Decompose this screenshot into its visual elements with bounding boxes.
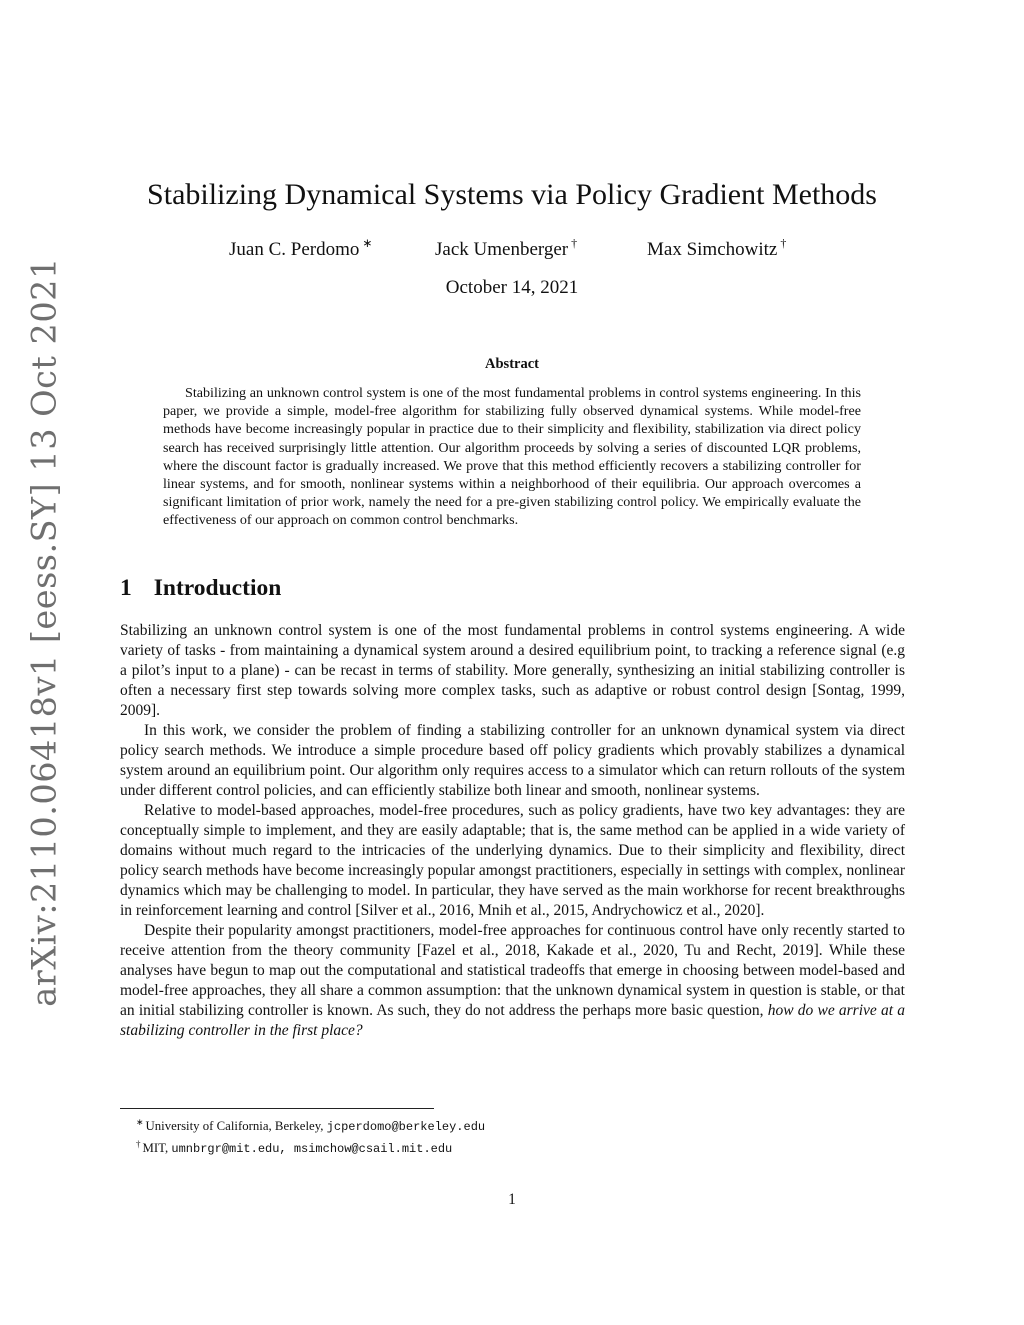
paper-title: Stabilizing Dynamical Systems via Policy Gradient Methods <box>147 178 877 211</box>
footnotes <box>120 1114 485 1158</box>
author-affiliation-mark: ∗ <box>362 236 373 250</box>
section-number: 1 <box>120 575 132 601</box>
paragraph: Stabilizing an unknown control system is one of the most fundamental problems in control systems engineering. A wide variety of tasks - from maintaining a dynamical system around a desired equilibrium point, to tracking a reference signal (e.g a pilot’s input to a plane) - can be recast in terms of stability. More generally, synthesizing an initial stabilizing controller is often a necessary first step towards solving more complex tasks, such as adaptive or robust control design [Sontag, 1999, 2009]. <box>120 622 905 719</box>
footnote-affiliation: MIT, <box>142 1141 172 1155</box>
footnote-mark: † <box>136 1139 141 1149</box>
paragraph <box>120 921 905 1041</box>
author-simchowitz <box>647 236 786 261</box>
section-heading <box>120 575 281 602</box>
author-name: Jack Umenberger <box>435 239 569 260</box>
author-umenberger <box>435 236 577 261</box>
introduction-body <box>120 621 905 1041</box>
paragraph: In this work, we consider the problem of finding a stabilizing controller for an unknown dynamical system via direct policy search methods. We introduce a simple procedure based off policy gradients which provably stabilizes a dynamical system around an equilibrium point. Our algorithm only requires access to a simulator which can return rollouts of the system under different control policies, and can efficiently stabilize both linear and smooth, nonlinear systems. <box>120 722 905 799</box>
abstract-text: Stabilizing an unknown control system is one of the most fundamental problems in control systems engineering. In this paper, we provide a simple, model-free algorithm for stabilizing fully observed dynamical systems. While model-free methods have become increasingly popular in practice due to their simplicity and flexibility, stabilization via direct policy search has received surprisingly little attention. Our algorithm proceeds by solving a series of discounted LQR problems, where the discount factor is gradually increased. We prove that this method efficiently recovers a stabilizing controller for linear systems, and for smooth, nonlinear systems within a neighborhood of their equilibria. Our approach overcomes a significant limitation of prior work, namely the need for a pre-given stabilizing control policy. We empirically evaluate the effectiveness of our approach on common control benchmarks. <box>163 385 861 529</box>
author-name: Max Simchowitz <box>647 239 778 260</box>
footnote-affiliation: University of California, Berkeley, <box>145 1119 327 1133</box>
section-title: Introduction <box>153 575 282 601</box>
footnote <box>120 1114 485 1136</box>
author-name: Juan C. Perdomo <box>229 239 360 260</box>
footnote-rule <box>120 1108 434 1109</box>
page-number: 1 <box>508 1191 516 1208</box>
abstract-heading: Abstract <box>485 356 539 372</box>
footnote-mark: ∗ <box>136 1117 144 1127</box>
paragraph: Relative to model-based approaches, model-free procedures, such as policy gradients, have two key advantages: they are conceptually simple to implement, and they are easily adaptable; that is, the same method can be applied in a wide variety of domains without much regard to the intricacies of the underlying dynamics. Due to their simplicity and flexibility, direct policy search methods have become increasingly popular amongst practitioners, especially in settings with complex, nonlinear dynamics which may be challenging to model. In particular, they have served as the main workhorse for recent breakthroughs in reinforcement learning and control [Silver et al., 2016, Mnih et al., 2015, Andrychowicz et al., 2020]. <box>120 802 905 919</box>
author-perdomo <box>229 236 372 261</box>
arxiv-identifier: arXiv:2110.06418v1 [eess.SY] 13 Oct 2021 <box>24 257 64 1007</box>
publication-date: October 14, 2021 <box>445 277 579 298</box>
author-affiliation-mark: † <box>571 236 578 250</box>
footnote <box>120 1136 485 1158</box>
paragraph-text: Despite their popularity amongst practitioners, model-free approaches for continuous control have only recently started to receive attention from the theory community [Fazel et al., 2018, Kakade et al., 2020, Tu and Recht, 2019]. While these analyses have begun to map out the computational and statistical tradeoffs that emerge in choosing between model-based and model-free approaches, they all share a common assumption: that the unknown dynamical system in question is stable, or that an initial stabilizing controller is known. As such, they do not address the perhaps more basic question, <box>120 922 905 1019</box>
emphasized-question: how do we arrive at a stabilizing controller in the first place? <box>120 1002 905 1039</box>
author-list <box>0 236 1024 262</box>
email-link[interactable]: umnbrgr@mit.edu, msimchow@csail.mit.edu <box>171 1142 453 1156</box>
author-affiliation-mark: † <box>780 236 787 250</box>
email-link[interactable]: jcperdomo@berkeley.edu <box>326 1120 486 1134</box>
